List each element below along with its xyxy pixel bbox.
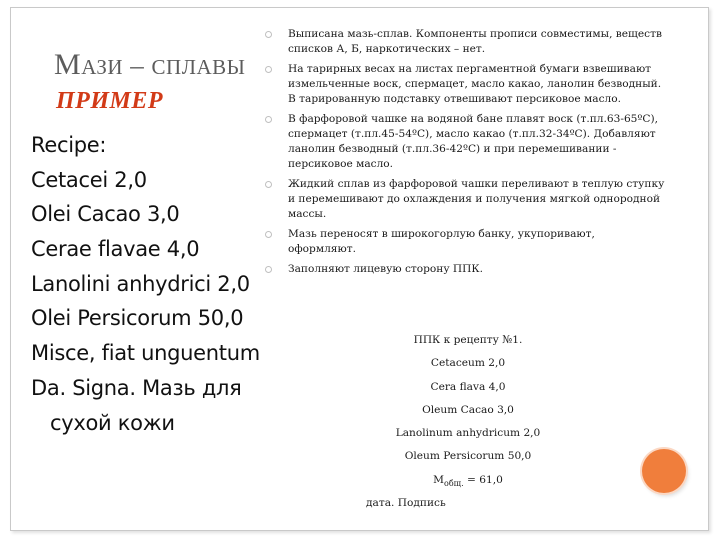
recipe-line: Cetacei 2,0 bbox=[31, 167, 147, 192]
ppk-header: ППК к рецепту №1. bbox=[413, 334, 523, 346]
slide-subtitle: ПРИМЕР bbox=[56, 88, 164, 114]
procedure-item bbox=[265, 62, 665, 107]
title-rest: СПЛАВЫ bbox=[151, 55, 246, 79]
slide-title bbox=[54, 48, 245, 82]
recipe-line: сухой кожи bbox=[50, 410, 175, 435]
procedure-item bbox=[265, 27, 665, 57]
ppk-total bbox=[318, 469, 618, 492]
recipe-line: Lanolini anhydrici 2,0 bbox=[31, 271, 250, 296]
ppk-total-symbol: M bbox=[433, 473, 444, 486]
procedure-text: Жидкий сплав из фарфоровой чашки переливают в теплую ступку и перемешивают до охлаждения и получения мягкой однородной массы. bbox=[288, 178, 665, 220]
title-word: МАЗИ bbox=[54, 48, 124, 81]
procedure-text: В фарфоровой чашке на водяной бане плавят воск (т.пл.63-65ºС), спермацет (т.пл.45-54ºС), масло какао (т.пл.32-34ºС). Добавляют ланолин безводный (т.пл.36-42ºС) и при перемешивании - персиковое масло. bbox=[288, 113, 659, 170]
ppk-item: Oleum Persicorum 50,0 bbox=[404, 450, 532, 463]
ppk-item: Lanolinum anhydricum 2,0 bbox=[395, 427, 541, 440]
bullet-circle-icon bbox=[265, 266, 272, 273]
ppk-block bbox=[318, 329, 618, 515]
bullet-circle-icon bbox=[265, 181, 272, 188]
procedure-item bbox=[265, 112, 665, 172]
ppk-item: Cera flava 4,0 bbox=[430, 380, 506, 393]
ppk-total-value: = 61,0 bbox=[467, 473, 503, 486]
ppk-item: Cetaceum 2,0 bbox=[430, 357, 506, 370]
bullet-circle-icon bbox=[265, 116, 272, 123]
recipe-line: Recipe: bbox=[31, 133, 107, 157]
bullet-circle-icon bbox=[265, 66, 272, 73]
decorative-circle-icon bbox=[642, 449, 686, 493]
recipe-line: Olei Cacao 3,0 bbox=[31, 202, 180, 227]
procedure-text: На тарирных весах на листах пергаментной бумаги взвешивают измельченные воск, спермацет, масло какао, ланолин безводный. В тарированную подставку отвешивают персиковое масло. bbox=[288, 63, 662, 105]
procedure-item bbox=[265, 177, 665, 222]
recipe-line: Da. Signa. Мазь для bbox=[31, 375, 242, 400]
bullet-circle-icon bbox=[265, 31, 272, 38]
procedure-text: Заполняют лицевую сторону ППК. bbox=[288, 263, 483, 275]
bullet-circle-icon bbox=[265, 231, 272, 238]
recipe-line: Olei Persicorum 50,0 bbox=[31, 306, 244, 331]
ppk-item: Oleum Cacao 3,0 bbox=[422, 403, 514, 416]
procedure-text: Мазь переносят в широкогорлую банку, укупоривают, оформляют. bbox=[288, 228, 595, 255]
ppk-total-sub: общ. bbox=[444, 478, 464, 488]
procedure-list bbox=[265, 27, 665, 282]
recipe-line: Misce, fiat unguentum bbox=[31, 341, 260, 366]
recipe-block bbox=[31, 128, 291, 440]
procedure-text: Выписана мазь-сплав. Компоненты прописи совместимы, веществ списков А, Б, наркотических – нет. bbox=[288, 28, 662, 55]
procedure-item bbox=[265, 227, 665, 257]
title-dash: – bbox=[130, 50, 145, 80]
ppk-footer: дата. Подпись bbox=[366, 497, 446, 510]
recipe-line: Cerae flavae 4,0 bbox=[31, 237, 200, 262]
procedure-item bbox=[265, 262, 665, 277]
